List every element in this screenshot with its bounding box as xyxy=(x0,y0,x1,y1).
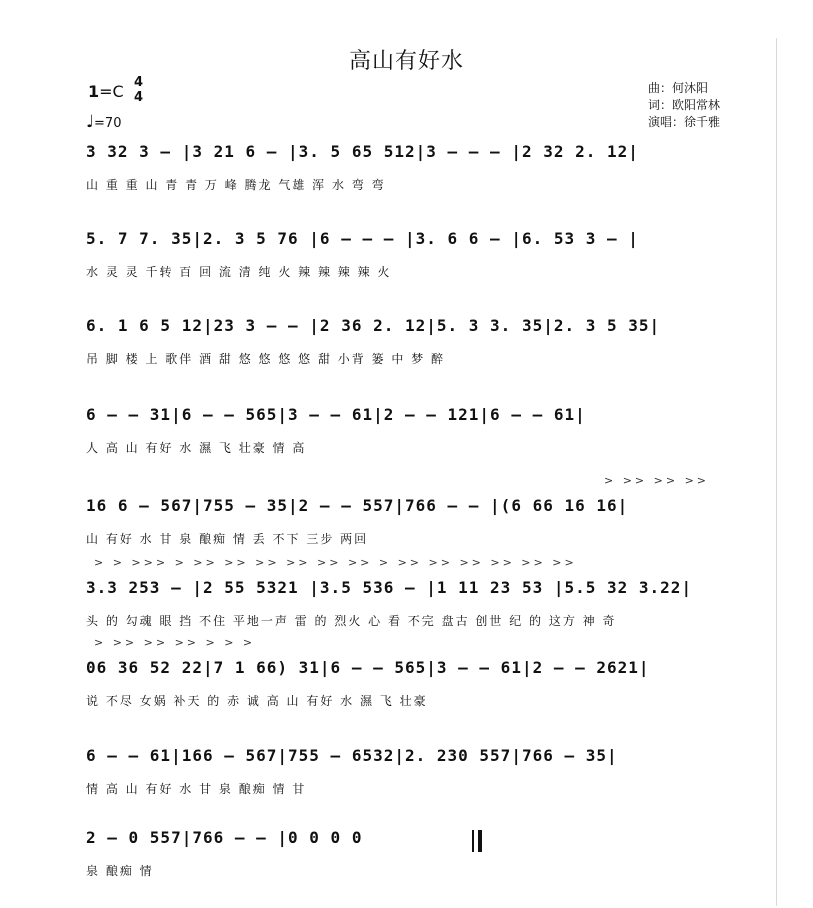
final-barline-thin xyxy=(472,830,474,852)
key-do: 1 xyxy=(88,82,100,101)
notes-line: 3 32 3 – |3 21 6 – |3. 5 65 512|3 – – – |2 32 2. 12| xyxy=(86,142,639,161)
tempo-marking xyxy=(86,112,121,132)
lyrics-line: 吊 脚 楼 上 歌伴 酒 甜 悠 悠 悠 悠 甜 小背 篓 中 梦 醉 xyxy=(86,352,446,366)
song-title: 高山有好水 xyxy=(348,49,464,74)
composer-credit: 曲：何沐阳 xyxy=(648,81,709,95)
lyrics-line: 说 不尽 女娲 补天 的 赤 诚 高 山 有好 水 濕 飞 壮豪 xyxy=(86,694,428,708)
lyrics-line: 山 有好 水 甘 泉 酿痴 情 丢 不下 三步 两回 xyxy=(86,532,369,546)
time-numerator: 4 xyxy=(134,75,144,90)
notes-line: 3.3 253 – |2 55 5321 |3.5 536 – |1 11 23 53 |5.5 32 3.22| xyxy=(86,578,693,597)
final-barline-thick xyxy=(478,830,482,852)
accent-marks: > >> >> >> xyxy=(604,474,710,487)
quarter-note-icon: ♩ xyxy=(86,112,95,132)
lyricist-credit: 词：欧阳常林 xyxy=(648,98,721,112)
time-signature xyxy=(134,75,143,105)
notes-line: 6. 1 6 5 12|23 3 – – |2 36 2. 12|5. 3 3. 35|2. 3 5 35| xyxy=(86,316,661,335)
key-signature xyxy=(88,82,124,101)
notes-line: 2 – 0 557|766 – – |0 0 0 0 xyxy=(86,828,363,847)
lyrics-line: 水 灵 灵 千转 百 回 流 清 纯 火 辣 辣 辣 辣 火 xyxy=(86,265,392,279)
page-edge-line xyxy=(776,38,777,906)
notes-line: 6 – – 61|166 – 567|755 – 6532|2. 230 557|766 – 35| xyxy=(86,746,618,765)
time-denominator: 4 xyxy=(134,90,144,105)
notes-line: 06 36 52 22|7 1 66) 31|6 – – 565|3 – – 61|2 – – 2621| xyxy=(86,658,650,677)
key-eq: =C xyxy=(99,82,124,101)
accent-marks: > >> >> >> > > > xyxy=(94,636,256,649)
notes-line: 16 6 – 567|755 – 35|2 – – 557|766 – – |(6 66 16 16| xyxy=(86,496,629,515)
notes-line: 6 – – 31|6 – – 565|3 – – 61|2 – – 121|6 – – 61| xyxy=(86,405,586,424)
notes-line: 5. 7 7. 35|2. 3 5 76 |6 – – – |3. 6 6 – |6. 53 3 – | xyxy=(86,229,639,248)
lyrics-line: 山 重 重 山 青 青 万 峰 腾龙 气雄 浑 水 弯 弯 xyxy=(86,178,386,192)
lyrics-line: 泉 酿痴 情 xyxy=(86,864,154,878)
lyrics-line: 人 高 山 有好 水 濕 飞 壮豪 情 高 xyxy=(86,441,307,455)
credits xyxy=(648,80,720,131)
lyrics-line: 头 的 勾魂 眼 挡 不住 平地一声 雷 的 烈火 心 看 不完 盘古 创世 纪 的 这方 神 奇 xyxy=(86,614,617,628)
singer-credit: 演唱：徐千雅 xyxy=(648,115,721,129)
lyrics-line: 情 高 山 有好 水 甘 泉 酿痴 情 甘 xyxy=(86,782,307,796)
tempo-value: =70 xyxy=(94,116,122,131)
accent-marks: > > >>> > >> >> >> >> >> >> > >> >> >> >> >> >> xyxy=(94,556,577,569)
